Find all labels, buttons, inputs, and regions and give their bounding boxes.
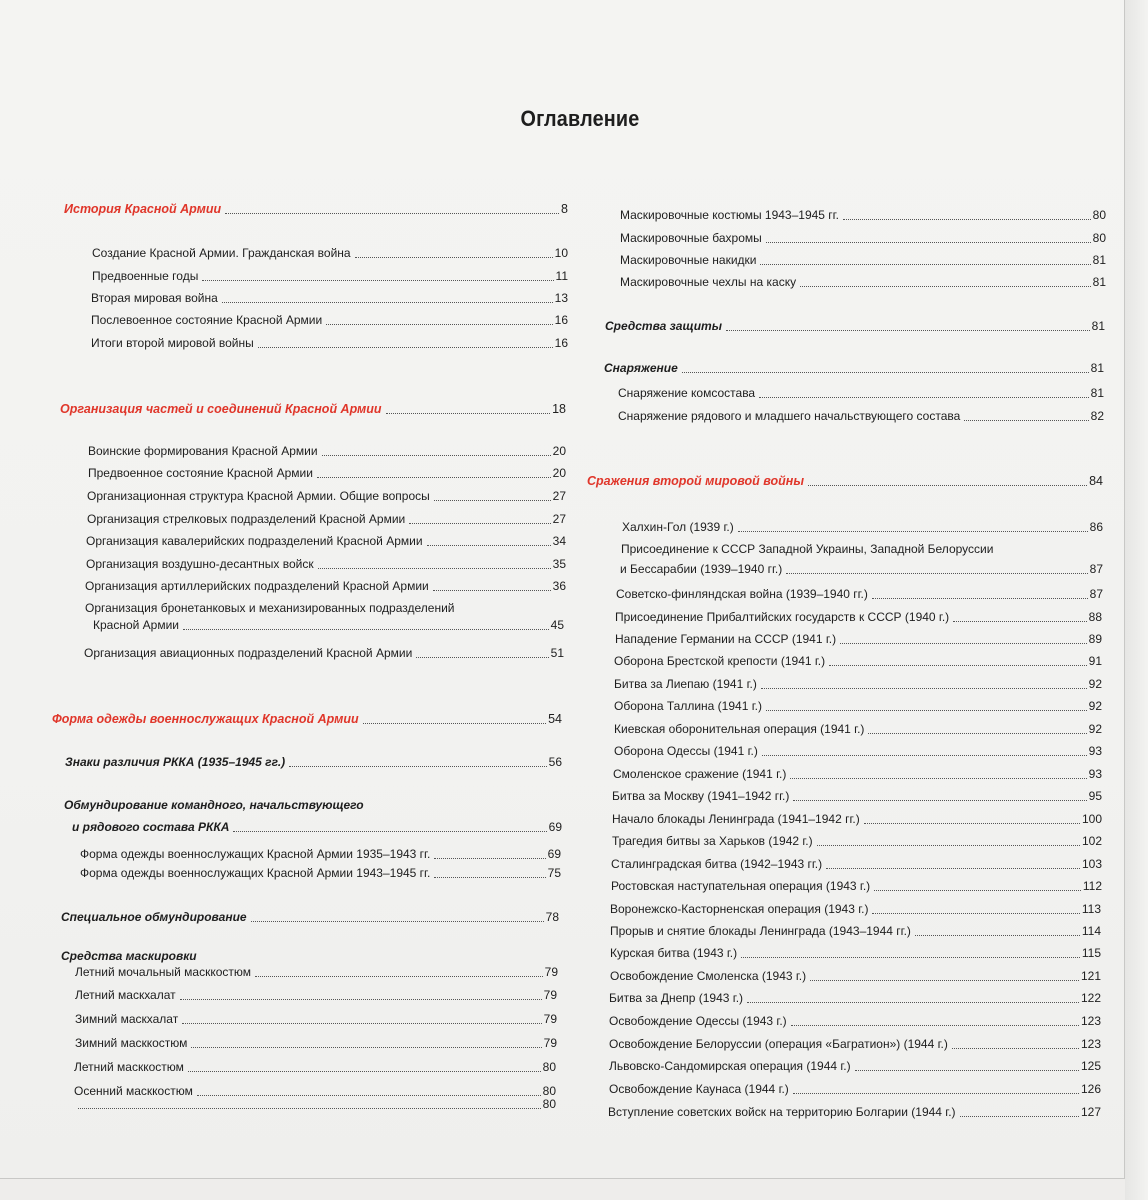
dot-leader — [258, 347, 553, 348]
dot-leader — [180, 999, 542, 1000]
toc-entry-title: Организация стрелковых подразделений Красной Армии — [87, 512, 406, 526]
dot-leader — [433, 590, 551, 591]
dot-leader — [872, 913, 1079, 914]
toc-entry-title: Смоленское сражение (1941 г.) — [613, 767, 787, 781]
toc-page-number: 45 — [550, 618, 564, 632]
toc-entry-title: Форма одежды военнослужащих Красной Армии — [52, 712, 359, 726]
toc-page-number: 89 — [1088, 632, 1102, 646]
toc-entry-title: Создание Красной Армии. Гражданская война — [92, 246, 351, 260]
toc-entry[interactable] — [620, 231, 1106, 246]
toc-entry-title: Ростовская наступательная операция (1943 г.) — [611, 879, 871, 893]
dot-leader — [964, 420, 1088, 421]
dot-leader — [790, 778, 1086, 779]
dot-leader — [759, 397, 1089, 398]
toc-entry-title: Оборона Брестской крепости (1941 г.) — [614, 654, 826, 668]
toc-page-number: 80 — [1092, 208, 1106, 222]
toc-entry[interactable] — [615, 632, 1102, 647]
toc-page-number: 54 — [548, 712, 562, 726]
dot-leader — [726, 330, 1090, 331]
toc-page-number: 125 — [1080, 1059, 1101, 1073]
toc-entry-title: История Красной Армии — [64, 202, 222, 216]
toc-entry-title: Зимний масккостюм — [75, 1036, 188, 1050]
toc-entry[interactable] — [74, 1097, 556, 1112]
toc-page-number: 113 — [1081, 902, 1101, 916]
dot-leader — [233, 831, 546, 832]
toc-entry[interactable] — [611, 879, 1102, 894]
toc-entry[interactable] — [612, 789, 1102, 804]
toc-entry[interactable] — [610, 902, 1101, 917]
dot-leader — [225, 213, 559, 214]
dot-leader — [747, 1002, 1079, 1003]
toc-entry-title: Воронежско-Касторненская операция (1943 г.) — [610, 902, 869, 916]
dot-leader — [318, 568, 551, 569]
dot-leader — [786, 573, 1087, 574]
toc-section-heading[interactable] — [587, 474, 1103, 489]
toc-entry[interactable] — [620, 253, 1106, 268]
toc-page-number: 81 — [1090, 386, 1104, 400]
toc-entry[interactable] — [75, 988, 557, 1003]
toc-page-number: 81 — [1091, 319, 1105, 333]
toc-page-number: 114 — [1081, 924, 1101, 938]
toc-entry-title: Трагедия битвы за Харьков (1942 г.) — [612, 834, 813, 848]
toc-page-number: 91 — [1088, 654, 1102, 668]
dot-leader — [182, 1023, 541, 1024]
dot-leader — [872, 598, 1088, 599]
toc-entry-title: Летний мочальный масккостюм — [75, 965, 251, 979]
toc-entry[interactable] — [609, 1082, 1101, 1097]
toc-entry[interactable] — [615, 610, 1102, 625]
dot-leader — [874, 890, 1081, 891]
toc-page-number: 123 — [1080, 1014, 1101, 1028]
toc-page-number: 86 — [1089, 520, 1103, 534]
toc-page-number: 79 — [543, 1012, 557, 1026]
toc-entry[interactable] — [85, 579, 566, 594]
toc-page-number: 93 — [1088, 744, 1102, 758]
toc-page-number: 20 — [552, 466, 566, 480]
toc-subsection[interactable] — [605, 319, 1105, 334]
toc-page-number: 93 — [1088, 767, 1102, 781]
toc-entry-title: и рядового состава РККА — [72, 820, 230, 834]
toc-page-number: 56 — [548, 755, 562, 769]
toc-entry[interactable] — [74, 1060, 556, 1075]
dot-leader — [810, 980, 1079, 981]
dot-leader — [197, 1095, 541, 1096]
toc-page-number: 69 — [547, 847, 561, 861]
toc-entry-title: Осенний масккостюм — [74, 1084, 193, 1098]
toc-entry[interactable] — [86, 534, 566, 549]
toc-subsection-line[interactable]: Обмундирование командного, начальствующего — [64, 798, 364, 812]
toc-entry[interactable] — [620, 275, 1106, 290]
toc-page-number: 80 — [542, 1060, 556, 1074]
toc-entry-title: Организация воздушно-десантных войск — [86, 557, 314, 571]
dot-leader — [953, 621, 1086, 622]
toc-page-number: 81 — [1092, 253, 1106, 267]
toc-entry-title: Киевская оборонительная операция (1941 г.) — [614, 722, 865, 736]
dot-leader — [363, 723, 547, 724]
dot-leader — [738, 531, 1088, 532]
dot-leader — [826, 868, 1080, 869]
toc-entry-title: Предвоенные годы — [92, 269, 199, 283]
toc-page-number: 88 — [1088, 610, 1102, 624]
toc-page-number: 95 — [1088, 789, 1102, 803]
toc-entry-title: Маскировочные накидки — [620, 253, 757, 267]
toc-entry[interactable] — [91, 313, 568, 328]
dot-leader — [843, 219, 1091, 220]
toc-entry[interactable] — [92, 269, 568, 284]
toc-entry[interactable] — [611, 857, 1102, 872]
dot-leader — [251, 921, 544, 922]
toc-entry-title: Освобождение Смоленска (1943 г.) — [610, 969, 807, 983]
dot-leader — [255, 976, 543, 977]
toc-entry[interactable] — [608, 1105, 1101, 1120]
toc-page-number: 75 — [547, 866, 561, 880]
toc-entry[interactable] — [80, 866, 561, 881]
dot-leader — [793, 1093, 1079, 1094]
toc-page-number: 127 — [1080, 1105, 1101, 1119]
toc-page-number: 87 — [1089, 587, 1103, 601]
toc-entry[interactable] — [609, 991, 1101, 1006]
toc-entry-title: Форма одежды военнослужащих Красной Армии 1943–1945 гг. — [80, 866, 431, 880]
toc-entry-title: Советско-финляндская война (1939–1940 гг.) — [616, 587, 868, 601]
toc-entry-title: Итоги второй мировой войны — [91, 336, 254, 350]
toc-entry-title: Вторая мировая война — [91, 291, 218, 305]
toc-entry[interactable] — [91, 291, 568, 306]
toc-entry[interactable] — [92, 246, 568, 261]
toc-entry-title: Присоединение Прибалтийских государств к СССР (1940 г.) — [615, 610, 950, 624]
toc-entry[interactable] — [610, 924, 1101, 939]
toc-entry-title: Маскировочные чехлы на каску — [620, 275, 797, 289]
toc-entry-title: Организация частей и соединений Красной Армии — [60, 402, 382, 416]
dot-leader — [864, 823, 1080, 824]
toc-entry-title: Организационная структура Красной Армии. Общие вопросы — [87, 489, 430, 503]
dot-leader — [409, 523, 550, 524]
toc-entry[interactable] — [614, 722, 1102, 737]
toc-subsection[interactable] — [72, 820, 562, 835]
toc-page-number: 79 — [543, 1036, 557, 1050]
toc-entry-title: Нападение Германии на СССР (1941 г.) — [615, 632, 837, 646]
toc-entry[interactable] — [75, 1012, 557, 1027]
toc-page-number: 27 — [552, 512, 566, 526]
toc-entry[interactable] — [86, 557, 566, 572]
dot-leader — [355, 257, 553, 258]
toc-entry-title: Снаряжение комсостава — [618, 386, 756, 400]
page-edge — [1125, 0, 1148, 1200]
dot-leader — [915, 935, 1080, 936]
dot-leader — [741, 957, 1080, 958]
toc-entry-title: Вступление советских войск на территорию Болгарии (1944 г.) — [608, 1105, 956, 1119]
toc-page-number: 115 — [1081, 946, 1101, 960]
toc-section-heading[interactable] — [60, 402, 566, 417]
dot-leader — [183, 629, 549, 630]
toc-entry-title: Форма одежды военнослужащих Красной Армии 1935–1943 гг. — [80, 847, 431, 861]
toc-entry-title: Начало блокады Ленинграда (1941–1942 гг.) — [612, 812, 860, 826]
toc-entry[interactable] — [93, 618, 564, 633]
toc-entry-title: Битва за Лиепаю (1941 г.) — [614, 677, 757, 691]
toc-entry-title: Специальное обмундирование — [61, 910, 247, 924]
toc-entry-title: Освобождение Белоруссии (операция «Багратион») (1944 г.) — [609, 1037, 948, 1051]
toc-page-number: 81 — [1090, 361, 1104, 375]
toc-page-number: 16 — [554, 313, 568, 327]
toc-page-number: 82 — [1090, 409, 1104, 423]
toc-page-number: 78 — [545, 910, 559, 924]
toc-entry-title: Снаряжение рядового и младшего начальствующего состава — [618, 409, 961, 423]
toc-entry[interactable] — [612, 834, 1102, 849]
toc-entry[interactable] — [614, 677, 1102, 692]
toc-entry-title: Прорыв и снятие блокады Ленинграда (1943–1944 гг.) — [610, 924, 911, 938]
toc-page-number: 92 — [1088, 699, 1102, 713]
toc-page-number: 92 — [1088, 677, 1102, 691]
toc-entry[interactable] — [88, 444, 566, 459]
toc-entry[interactable] — [87, 512, 566, 527]
toc-entry-title: Курская битва (1943 г.) — [610, 946, 738, 960]
toc-page-number: 87 — [1089, 562, 1103, 576]
dot-leader — [817, 845, 1080, 846]
toc-page-number: 11 — [555, 269, 568, 283]
toc-page-number: 80 — [1092, 231, 1106, 245]
toc-entry[interactable] — [618, 386, 1104, 401]
toc-page-number: 34 — [552, 534, 566, 548]
toc-entry-title: Организация кавалерийских подразделений Красной Армии — [86, 534, 423, 548]
toc-page-number: 20 — [552, 444, 566, 458]
dot-leader — [317, 477, 551, 478]
toc-entry-title: и Бессарабии (1939–1940 гг.) — [620, 562, 783, 576]
toc-subsection[interactable] — [65, 755, 562, 770]
toc-subsection[interactable] — [604, 361, 1104, 376]
toc-entry[interactable] — [610, 946, 1101, 961]
dot-leader — [386, 413, 551, 414]
dot-leader — [840, 643, 1087, 644]
dot-leader — [766, 710, 1087, 711]
dot-leader — [952, 1048, 1079, 1049]
dot-leader — [222, 302, 553, 303]
toc-page-number: 18 — [552, 402, 566, 416]
toc-page-number: 84 — [1089, 474, 1103, 488]
toc-entry-title: Битва за Москву (1941–1942 гг.) — [612, 789, 790, 803]
toc-entry-title: Освобождение Одессы (1943 г.) — [609, 1014, 787, 1028]
toc-entry-title: Маскировочные костюмы 1943–1945 гг. — [620, 208, 839, 222]
toc-page-number: 13 — [554, 291, 568, 305]
toc-page-number: 123 — [1080, 1037, 1101, 1051]
toc-entry-title: Красной Армии — [93, 618, 180, 632]
dot-leader — [762, 755, 1087, 756]
dot-leader — [434, 500, 551, 501]
dot-leader — [791, 1025, 1079, 1026]
dot-leader — [322, 455, 551, 456]
toc-page-number: 81 — [1092, 275, 1106, 289]
toc-entry-line[interactable]: Присоединение к СССР Западной Украины, Западной Белоруссии — [621, 542, 994, 556]
dot-leader — [682, 372, 1089, 373]
toc-entry[interactable] — [75, 1036, 557, 1051]
toc-entry-title: Средства защиты — [605, 319, 722, 333]
toc-entry-title: Знаки различия РККА (1935–1945 гг.) — [65, 755, 286, 769]
toc-entry-title: Сражения второй мировой войны — [587, 474, 805, 488]
page-title: Оглавление — [520, 106, 640, 131]
toc-page-number: 35 — [552, 557, 566, 571]
toc-entry-title: Львовско-Сандомирская операция (1944 г.) — [609, 1059, 851, 1073]
toc-entry[interactable] — [620, 562, 1103, 577]
toc-page-number: 79 — [544, 965, 558, 979]
toc-subsection[interactable] — [61, 910, 559, 925]
toc-entry[interactable] — [614, 744, 1102, 759]
toc-entry[interactable] — [612, 812, 1102, 827]
dot-leader — [416, 657, 548, 658]
toc-entry-title: Битва за Днепр (1943 г.) — [609, 991, 744, 1005]
dot-leader — [188, 1071, 541, 1072]
toc-entry[interactable] — [87, 489, 566, 504]
toc-entry[interactable] — [91, 336, 568, 351]
dot-leader — [808, 485, 1087, 486]
toc-entry[interactable] — [613, 767, 1102, 782]
dot-leader — [202, 280, 553, 281]
toc-entry-title: Освобождение Каунаса (1944 г.) — [609, 1082, 789, 1096]
toc-entry-title: Летний маскхалат — [75, 988, 176, 1002]
dot-leader — [289, 766, 546, 767]
toc-entry-title: Организация авиационных подразделений Красной Армии — [84, 646, 413, 660]
toc-page-number: 27 — [552, 489, 566, 503]
toc-entry-title: Оборона Одессы (1941 г.) — [614, 744, 758, 758]
dot-leader — [434, 877, 545, 878]
toc-entry-title: Летний масккостюм — [74, 1060, 184, 1074]
toc-page-number: 122 — [1080, 991, 1101, 1005]
toc-entry[interactable] — [614, 654, 1102, 669]
toc-entry[interactable] — [80, 847, 561, 862]
toc-page-number: 80 — [542, 1097, 556, 1111]
toc-page-number: 10 — [554, 246, 568, 260]
dot-leader — [793, 800, 1086, 801]
toc-page-number: 103 — [1081, 857, 1102, 871]
dot-leader — [766, 242, 1091, 243]
toc-entry[interactable] — [609, 1059, 1101, 1074]
toc-entry-title: Организация артиллерийских подразделений Красной Армии — [85, 579, 429, 593]
toc-entry[interactable] — [88, 466, 566, 481]
dot-leader — [434, 858, 545, 859]
toc-page-number: 102 — [1081, 834, 1102, 848]
toc-entry-title: Зимний маскхалат — [75, 1012, 179, 1026]
toc-entry-title: Снаряжение — [604, 361, 678, 375]
toc-page-number: 36 — [552, 579, 566, 593]
dot-leader — [761, 688, 1087, 689]
toc-section-heading[interactable] — [52, 712, 562, 727]
dot-leader — [960, 1116, 1079, 1117]
toc-entry-title: Послевоенное состояние Красной Армии — [91, 313, 323, 327]
toc-entry[interactable] — [610, 969, 1101, 984]
toc-page-number: 121 — [1080, 969, 1101, 983]
toc-entry-title: Маскировочные бахромы — [620, 231, 762, 245]
toc-page-number: 112 — [1082, 879, 1102, 893]
dot-leader — [760, 264, 1090, 265]
toc-entry-title: Предвоенное состояние Красной Армии — [88, 466, 313, 480]
toc-entry[interactable] — [618, 409, 1104, 424]
toc-entry[interactable] — [620, 208, 1106, 223]
toc-page-number: 51 — [550, 646, 564, 660]
toc-entry[interactable] — [616, 587, 1103, 602]
dot-leader — [868, 733, 1086, 734]
dot-leader — [427, 545, 551, 546]
toc-entry[interactable] — [622, 520, 1103, 535]
dot-leader — [800, 286, 1091, 287]
toc-entry-title: Сталинградская битва (1942–1943 гг.) — [611, 857, 823, 871]
toc-entry[interactable] — [609, 1037, 1101, 1052]
toc-entry[interactable] — [84, 646, 564, 661]
toc-page-number: 16 — [554, 336, 568, 350]
toc-page-number: 100 — [1081, 812, 1102, 826]
toc-page-number: 69 — [548, 820, 562, 834]
dot-leader — [78, 1108, 541, 1109]
toc-entry[interactable] — [75, 965, 558, 980]
dot-leader — [191, 1047, 541, 1048]
toc-entry[interactable] — [614, 699, 1102, 714]
toc-entry[interactable] — [609, 1014, 1101, 1029]
dot-leader — [829, 665, 1087, 666]
toc-subsection-line[interactable]: Средства маскировки — [61, 949, 197, 963]
toc-entry-title: Воинские формирования Красной Армии — [88, 444, 318, 458]
toc-page-number: 92 — [1088, 722, 1102, 736]
dot-leader — [326, 324, 552, 325]
toc-page-number: 8 — [561, 202, 568, 216]
toc-section-heading[interactable] — [64, 202, 568, 217]
toc-page-number: 80 — [542, 1084, 556, 1098]
toc-entry-title: Оборона Таллина (1941 г.) — [614, 699, 762, 713]
dot-leader — [855, 1070, 1079, 1071]
toc-page-number: 126 — [1080, 1082, 1101, 1096]
toc-page-number: 79 — [543, 988, 557, 1002]
toc-entry-title: Халхин-Гол (1939 г.) — [622, 520, 734, 534]
toc-entry-line[interactable]: Организация бронетанковых и механизированных подразделений — [85, 601, 455, 615]
